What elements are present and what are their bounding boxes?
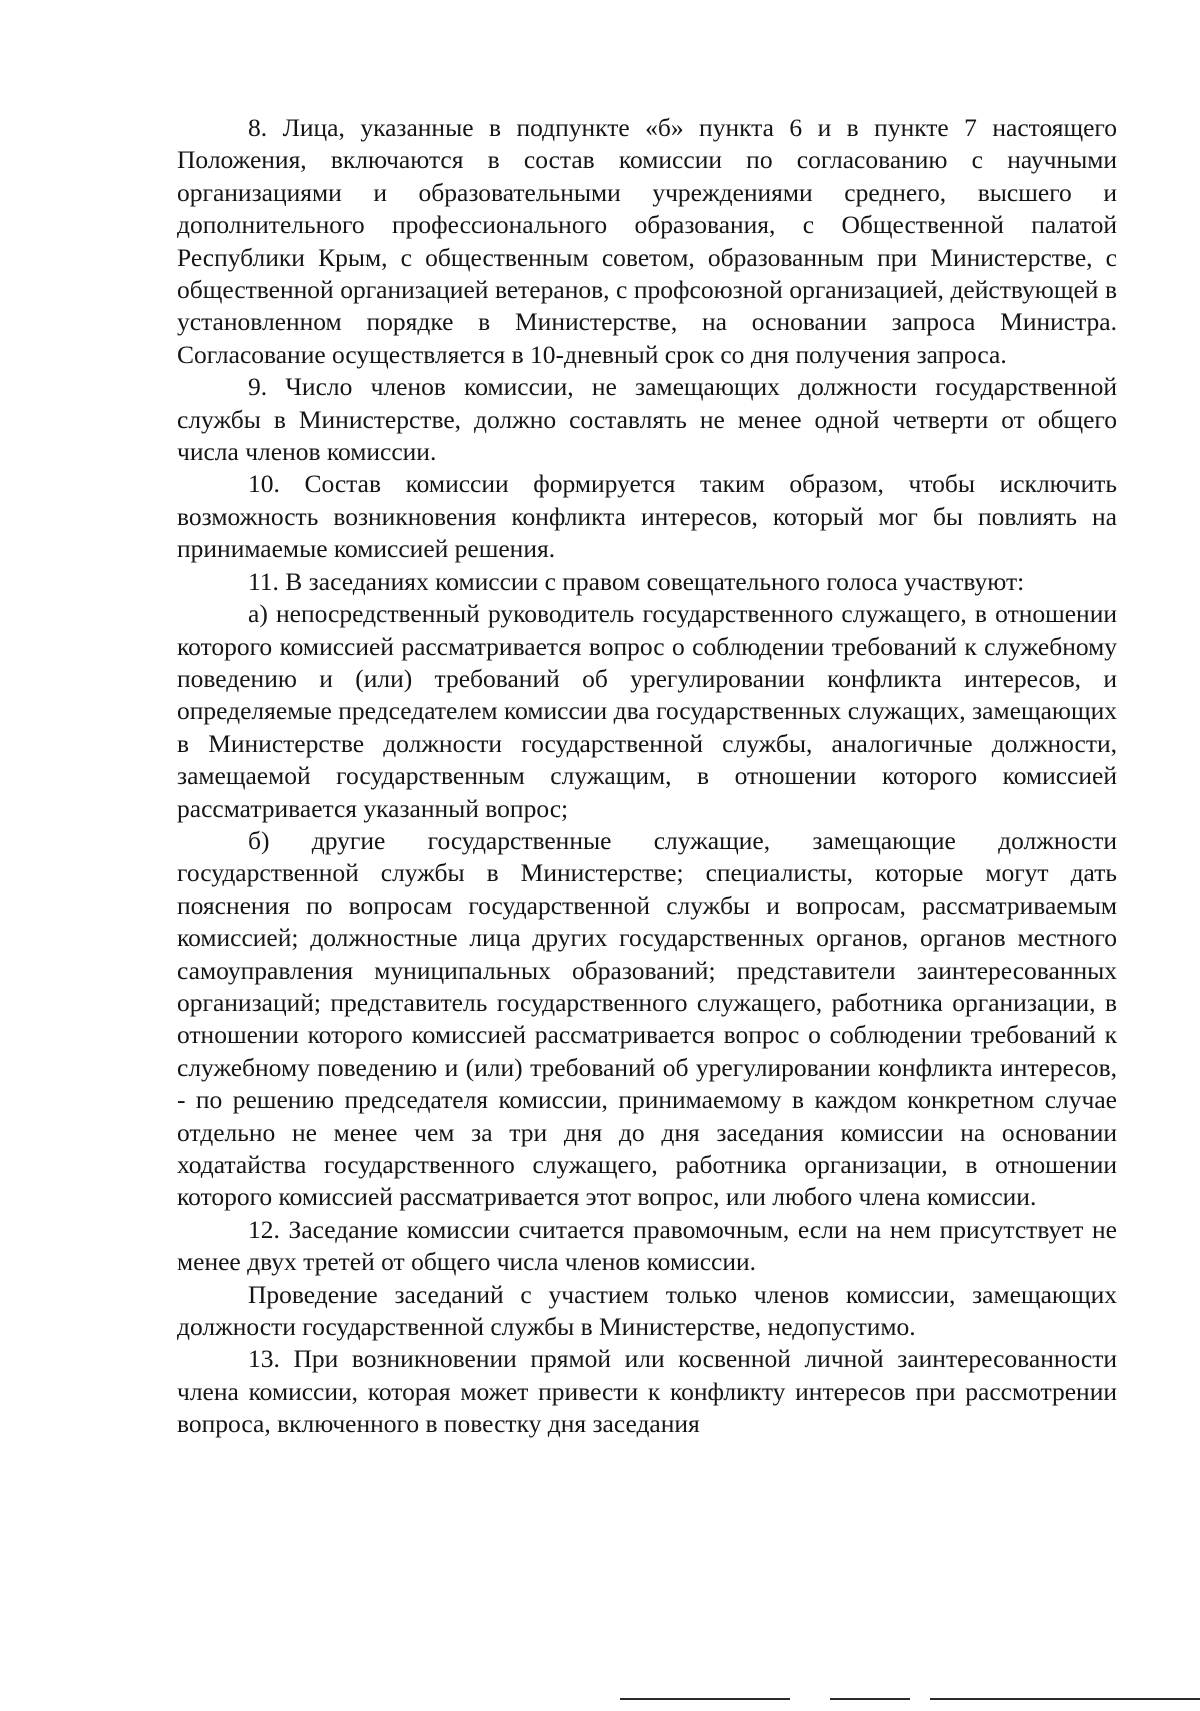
paragraph-11: 11. В заседаниях комиссии с правом совещательного голоса участвуют: bbox=[248, 566, 1025, 596]
paragraph-12: 12. Заседание комиссии считается правомочным, если на нем присутствует не менее двух третей от общего числа членов комиссии. bbox=[177, 1214, 1117, 1277]
scan-line bbox=[620, 1698, 790, 1700]
scan-artifact-lines bbox=[620, 1698, 1200, 1702]
paragraph-13: 13. При возникновении прямой или косвенной личной заинтересованности члена комиссии, которая может привести к конфликту интересов при рассмотрении вопроса, включенного в повестку дня заседания bbox=[177, 1344, 1117, 1439]
paragraph-10: 10. Состав комиссии формируется таким образом, чтобы исключить возможность возникновения конфликта интересов, который мог бы повлиять на принимаемые комиссией решения. bbox=[177, 469, 1117, 564]
paragraph-12-continued: Проведение заседаний с участием только членов комиссии, замещающих должности государственной службы в Министерстве, недопустимо. bbox=[177, 1279, 1117, 1342]
paragraph-11-a: а) непосредственный руководитель государственного служащего, в отношении которого комиссией рассматривается вопрос о соблюдении требований к служебному поведению и (или) требований об урегулировании конфликта интересов, и определяемые председателем комиссии два государственных служащих, замещающих в Министерстве должности государственной службы, аналогичные должности, замещаемой государственным служащим, в отношении которого комиссией рассматривается указанный вопрос; bbox=[177, 599, 1117, 823]
document-body bbox=[177, 112, 1117, 1441]
paragraph-8: 8. Лица, указанные в подпункте «б» пункта 6 и в пункте 7 настоящего Положения, включаются в состав комиссии по согласованию с научными организациями и образовательными учреждениями среднего, высшего и дополнительного профессионального образования, с Общественной палатой Республики Крым, с общественным советом, образованным при Министерстве, с общественной организацией ветеранов, с профсоюзной организацией, действующей в установленном порядке в Министерстве, на основании запроса Министра. Согласование осуществляется в 10-дневный срок со дня получения запроса. bbox=[177, 113, 1117, 369]
scan-line bbox=[830, 1698, 910, 1700]
scan-line bbox=[930, 1698, 1200, 1700]
paragraph-11-b: б) другие государственные служащие, замещающие должности государственной службы в Министерстве; специалисты, которые могут дать пояснения по вопросам государственной службы и вопросам, рассматриваемым комиссией; должностные лица других государственных органов, органов местного самоуправления муниципальных образований; представители заинтересованных организаций; представитель государственного служащего, работника организации, в отношении которого комиссией рассматривается вопрос о соблюдении требований к служебному поведению и (или) требований об урегулировании конфликта интересов, - по решению председателя комиссии, принимаемому в каждом конкретном случае отдельно не менее чем за три дня до дня заседания комиссии на основании ходатайства государственного служащего, работника организации, в отношении которого комиссией рассматривается этот вопрос, или любого члена комиссии. bbox=[177, 825, 1117, 1212]
paragraph-9: 9. Число членов комиссии, не замещающих должности государственной службы в Министерстве, должно составлять не менее одной четверти от общего числа членов комиссии. bbox=[177, 372, 1117, 467]
